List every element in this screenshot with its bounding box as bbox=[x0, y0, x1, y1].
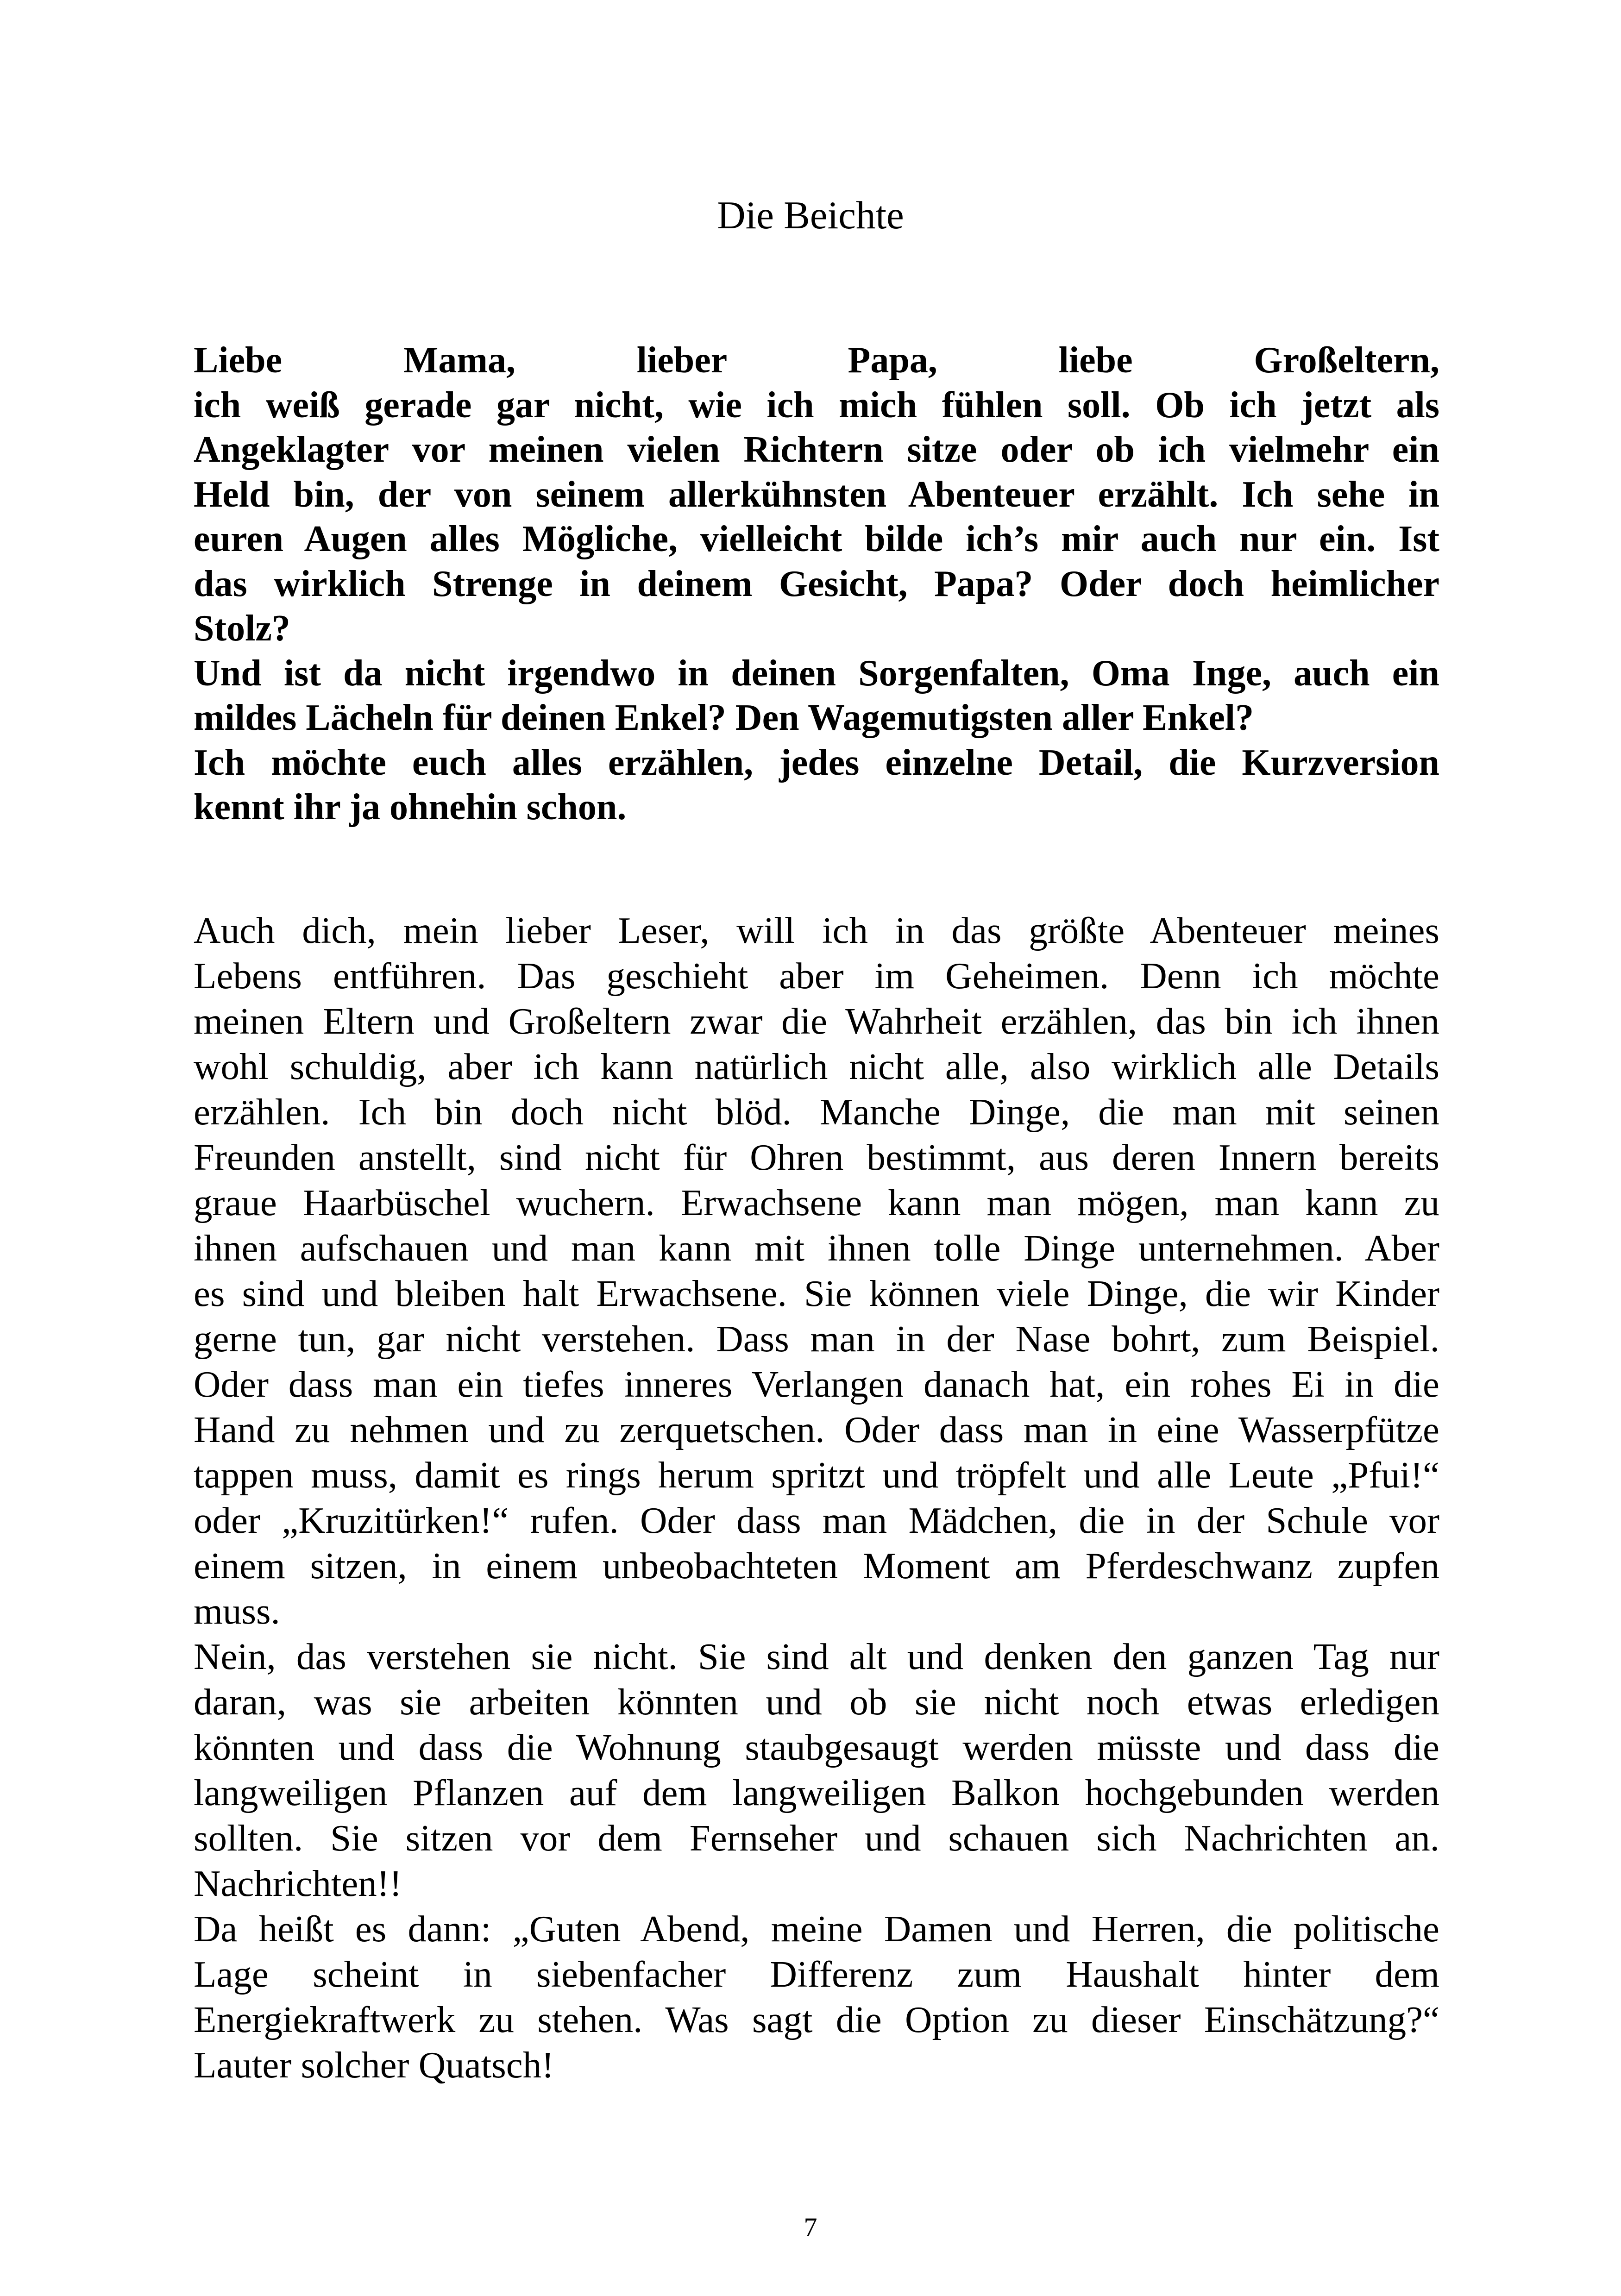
text-line: Nachrichten!! bbox=[194, 1863, 402, 1904]
text-line: Oder dass man ein tiefes inneres Verlangen danach hat, ein rohes Ei in die bbox=[194, 1363, 1439, 1405]
text-line: sollten. Sie sitzen vor dem Fernseher und schauen sich Nachrichten an. bbox=[194, 1817, 1439, 1859]
text-line: euren Augen alles Mögliche, vielleicht bilde ich’s mir auch nur ein. Ist bbox=[194, 519, 1439, 559]
text-line: gerne tun, gar nicht verstehen. Dass man in der Nase bohrt, zum Beispiel. bbox=[194, 1318, 1439, 1360]
text-line: Angeklagter vor meinen vielen Richtern sitze oder ob ich vielmehr ein bbox=[194, 429, 1439, 470]
text-line: ihnen aufschauen und man kann mit ihnen tolle Dinge unternehmen. Aber bbox=[194, 1227, 1439, 1269]
text-line: mildes Lächeln für deinen Enkel? Den Wagemutigsten aller Enkel? bbox=[194, 697, 1254, 738]
text-line: oder „Kruzitürken!“ rufen. Oder dass man Mädchen, die in der Schule vor bbox=[194, 1499, 1439, 1541]
text-line: Und ist da nicht irgendwo in deinen Sorgenfalten, Oma Inge, auch ein bbox=[194, 652, 1439, 694]
text-line: langweiligen Pflanzen auf dem langweiligen Balkon hochgebunden werden bbox=[194, 1772, 1439, 1813]
text-line: Energiekraftwerk zu stehen. Was sagt die Option zu dieser Einschätzung?“ bbox=[194, 1999, 1439, 2040]
text-line: Ich möchte euch alles erzählen, jedes einzelne Detail, die Kurzversion bbox=[194, 742, 1439, 783]
text-line: Stolz? bbox=[194, 608, 290, 649]
text-line: erzählen. Ich bin doch nicht blöd. Manche Dinge, die man mit seinen bbox=[194, 1091, 1439, 1133]
text-line: es sind und bleiben halt Erwachsene. Sie können viele Dinge, die wir Kinder bbox=[194, 1273, 1439, 1314]
text-line: Hand zu nehmen und zu zerquetschen. Oder dass man in eine Wasserpfütze bbox=[194, 1409, 1439, 1450]
letter-paragraph bbox=[194, 338, 1439, 830]
text-line: einem sitzen, in einem unbeobachteten Moment am Pferdeschwanz zupfen bbox=[194, 1545, 1439, 1587]
text-line: meinen Eltern und Großeltern zwar die Wahrheit erzählen, das bin ich ihnen bbox=[194, 1000, 1439, 1042]
text-line: Held bin, der von seinem allerkühnsten Abenteuer erzählt. Ich sehe in bbox=[194, 474, 1439, 515]
text-line: Lauter solcher Quatsch! bbox=[194, 2044, 554, 2086]
text-line: tappen muss, damit es rings herum spritzt und tröpfelt und alle Leute „Pfui!“ bbox=[194, 1454, 1439, 1496]
text-line: das wirklich Strenge in deinem Gesicht, Papa? Oder doch heimlicher bbox=[194, 563, 1439, 604]
text-line: daran, was sie arbeiten könnten und ob sie nicht noch etwas erledigen bbox=[194, 1681, 1439, 1723]
text-line: Lebens entführen. Das geschieht aber im Geheimen. Denn ich möchte bbox=[194, 955, 1439, 997]
chapter-title: Die Beichte bbox=[717, 194, 904, 237]
text-line: kennt ihr ja ohnehin schon. bbox=[194, 787, 627, 828]
text-line: graue Haarbüschel wuchern. Erwachsene kann man mögen, man kann zu bbox=[194, 1182, 1439, 1223]
text-line: Freunden anstellt, sind nicht für Ohren bestimmt, aus deren Innern bereits bbox=[194, 1136, 1439, 1178]
text-line: Lage scheint in siebenfacher Differenz zum Haushalt hinter dem bbox=[194, 1953, 1439, 1995]
text-line: Da heißt es dann: „Guten Abend, meine Damen und Herren, die politische bbox=[194, 1908, 1439, 1950]
text-line: könnten und dass die Wohnung staubgesaugt werden müsste und dass die bbox=[194, 1726, 1439, 1768]
text-line: muss. bbox=[194, 1590, 280, 1632]
body-paragraphs bbox=[194, 908, 1439, 2088]
text-line: Auch dich, mein lieber Leser, will ich in das größte Abenteuer meines bbox=[194, 910, 1439, 951]
text-line: Nein, das verstehen sie nicht. Sie sind alt und denken den ganzen Tag nur bbox=[194, 1636, 1439, 1677]
text-line: Liebe Mama, lieber Papa, liebe Großeltern, bbox=[194, 340, 1439, 381]
text-line: ich weiß gerade gar nicht, wie ich mich fühlen soll. Ob ich jetzt als bbox=[194, 384, 1439, 426]
page-number: 7 bbox=[804, 2212, 817, 2242]
text-line: wohl schuldig, aber ich kann natürlich nicht alle, also wirklich alle Details bbox=[194, 1046, 1439, 1087]
